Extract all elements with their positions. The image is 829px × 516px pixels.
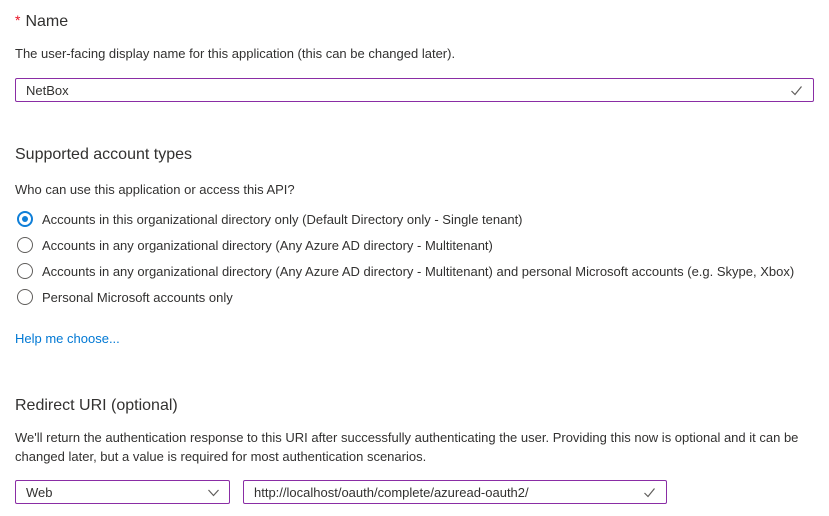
- checkmark-icon: [642, 485, 657, 500]
- account-types-question: Who can use this application or access this API?: [15, 182, 295, 197]
- radio-unselected-icon[interactable]: [17, 263, 33, 279]
- help-link-row: [15, 330, 814, 348]
- name-label-text: Name: [25, 13, 69, 30]
- account-type-option-single-tenant[interactable]: [15, 206, 814, 232]
- radio-option-label: Personal Microsoft accounts only: [42, 289, 233, 305]
- chevron-down-icon: [206, 485, 221, 500]
- name-input-box: [15, 78, 814, 102]
- radio-option-label: Accounts in any organizational directory (Any Azure AD directory - Multitenant) and personal Microsoft accounts (e.g. Skype, Xbox): [42, 263, 795, 279]
- account-type-option-personal-only[interactable]: [15, 284, 814, 310]
- redirect-uri-controls: [15, 480, 814, 504]
- required-asterisk: *: [15, 12, 21, 28]
- redirect-uri-description: We'll return the authentication response to this URI after successfully authenticating the user. Providing this now is optional and it can be changed later, but a value is required for most authentication scenarios.: [15, 430, 799, 464]
- radio-unselected-icon[interactable]: [17, 289, 33, 305]
- platform-select-value: Web: [26, 484, 53, 500]
- redirect-uri-input[interactable]: [244, 481, 642, 503]
- name-field-label: [15, 10, 814, 32]
- account-types-heading: Supported account types: [15, 146, 193, 163]
- radio-unselected-icon[interactable]: [17, 237, 33, 253]
- radio-option-label: Accounts in this organizational directory only (Default Directory only - Single tenant): [42, 211, 523, 227]
- redirect-uri-input-box: [243, 480, 667, 504]
- account-types-radio-group: [15, 206, 814, 310]
- platform-select[interactable]: [15, 480, 230, 504]
- radio-selected-icon[interactable]: [17, 211, 33, 227]
- radio-option-label: Accounts in any organizational directory (Any Azure AD directory - Multitenant): [42, 237, 493, 253]
- account-type-option-multitenant-personal[interactable]: [15, 258, 814, 284]
- checkmark-icon: [789, 83, 804, 98]
- help-me-choose-link[interactable]: Help me choose...: [15, 331, 120, 346]
- name-input[interactable]: [16, 79, 789, 101]
- account-type-option-multitenant[interactable]: [15, 232, 814, 258]
- redirect-uri-heading: Redirect URI (optional): [15, 397, 178, 414]
- name-description: The user-facing display name for this application (this can be changed later).: [15, 46, 456, 61]
